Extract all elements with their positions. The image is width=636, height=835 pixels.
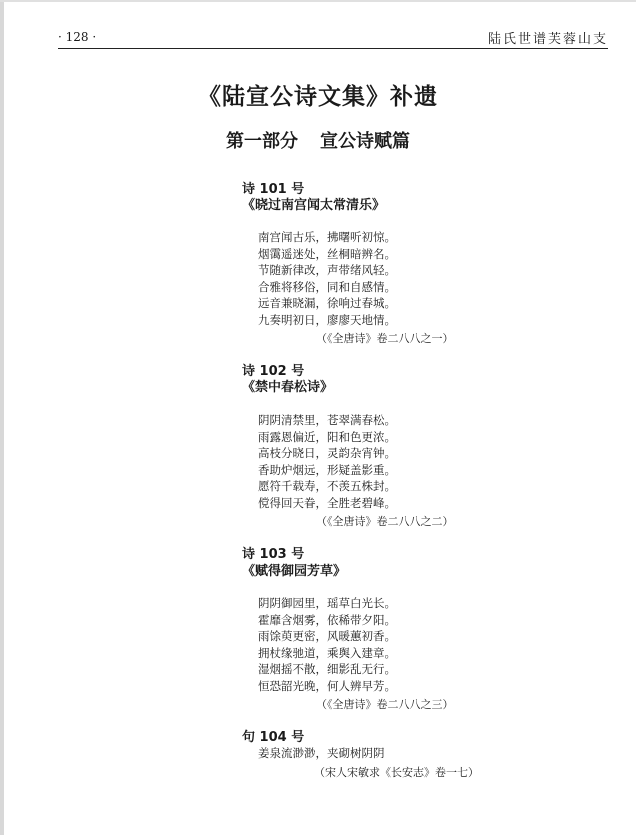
poem-lines xyxy=(258,595,396,694)
poem-source: （《全唐诗》卷二八八之三） xyxy=(316,698,454,711)
poem-line: 雨露恩偏近，阳和色更浓。 xyxy=(258,429,396,444)
page-edge xyxy=(0,0,4,835)
poem-line: 九奏明初日，廖廖天地情。 xyxy=(258,312,396,327)
poem-line: 阴阴御园里，瑶草白光长。 xyxy=(258,596,396,610)
part-name: 宣公诗赋篇 xyxy=(320,131,410,152)
page-top-edge xyxy=(0,0,636,2)
poem-line: 合雅将移俗，同和自感情。 xyxy=(258,279,396,294)
poem-line: 雨馀萸更密，风暖蕙初香。 xyxy=(258,629,396,643)
part-title xyxy=(0,127,636,153)
poem-line: 烟霭遥迷处，丝桐暗辨名。 xyxy=(258,246,396,261)
poem-number: 诗 103 号 xyxy=(242,547,305,562)
fragment-line: 姜泉流渺渺，夹砌树阴阴 xyxy=(258,746,385,760)
poem-line: 阴阴清禁里，苍翠满春松。 xyxy=(258,413,396,427)
book-title: 《陆宣公诗文集》补遗 xyxy=(198,84,438,110)
poem-line: 霍靡含烟雾，依稀带夕阳。 xyxy=(258,612,396,627)
poem-line: 愿符千载寿，不羡五株封。 xyxy=(258,479,396,493)
poem-line: 南宫闻古乐，拂曙听初惊。 xyxy=(258,230,396,244)
poem-line: 香助炉烟远，形疑盖影重。 xyxy=(258,462,396,477)
poem-lines xyxy=(258,412,396,511)
poem-line: 拥杖缘驰道，乘舆入建章。 xyxy=(258,645,396,660)
poem-title: 《赋得御园芳草》 xyxy=(242,564,347,579)
poem-line: 恒恐韶光晚，何人辨早芳。 xyxy=(258,678,396,693)
poem-title: 《禁中春松诗》 xyxy=(242,380,334,395)
running-title: 陆氏世谱芙蓉山支 xyxy=(487,32,608,47)
poem-source: （《全唐诗》卷二八八之二） xyxy=(316,515,454,528)
fragment-source: （宋人宋敏求《长安志》卷一七） xyxy=(314,766,479,779)
poem-line: 节随新律改，声带绪风轻。 xyxy=(258,263,396,277)
poem-line: 湿烟摇不散，细影乱无行。 xyxy=(258,662,396,676)
poem-source: （《全唐诗》卷二八八之一） xyxy=(316,332,454,345)
poem-line: 傥得回天眷，全胜老碧峰。 xyxy=(258,495,396,510)
poem-number: 诗 101 号 xyxy=(242,182,305,197)
poem-number: 诗 102 号 xyxy=(242,364,305,379)
poem-lines xyxy=(258,229,396,328)
poem-line: 高枝分晓日，灵韵杂宵钟。 xyxy=(258,446,396,460)
header-rule xyxy=(58,48,608,49)
fragment-number: 句 104 号 xyxy=(242,730,305,745)
poem-line: 远音兼晓漏，徐响过春城。 xyxy=(258,296,396,310)
page-number: · 128 · xyxy=(58,30,97,44)
poem-title: 《晓过南宫闻太常清乐》 xyxy=(242,198,386,213)
page-header xyxy=(58,28,608,48)
part-label: 第一部分 xyxy=(226,131,298,152)
